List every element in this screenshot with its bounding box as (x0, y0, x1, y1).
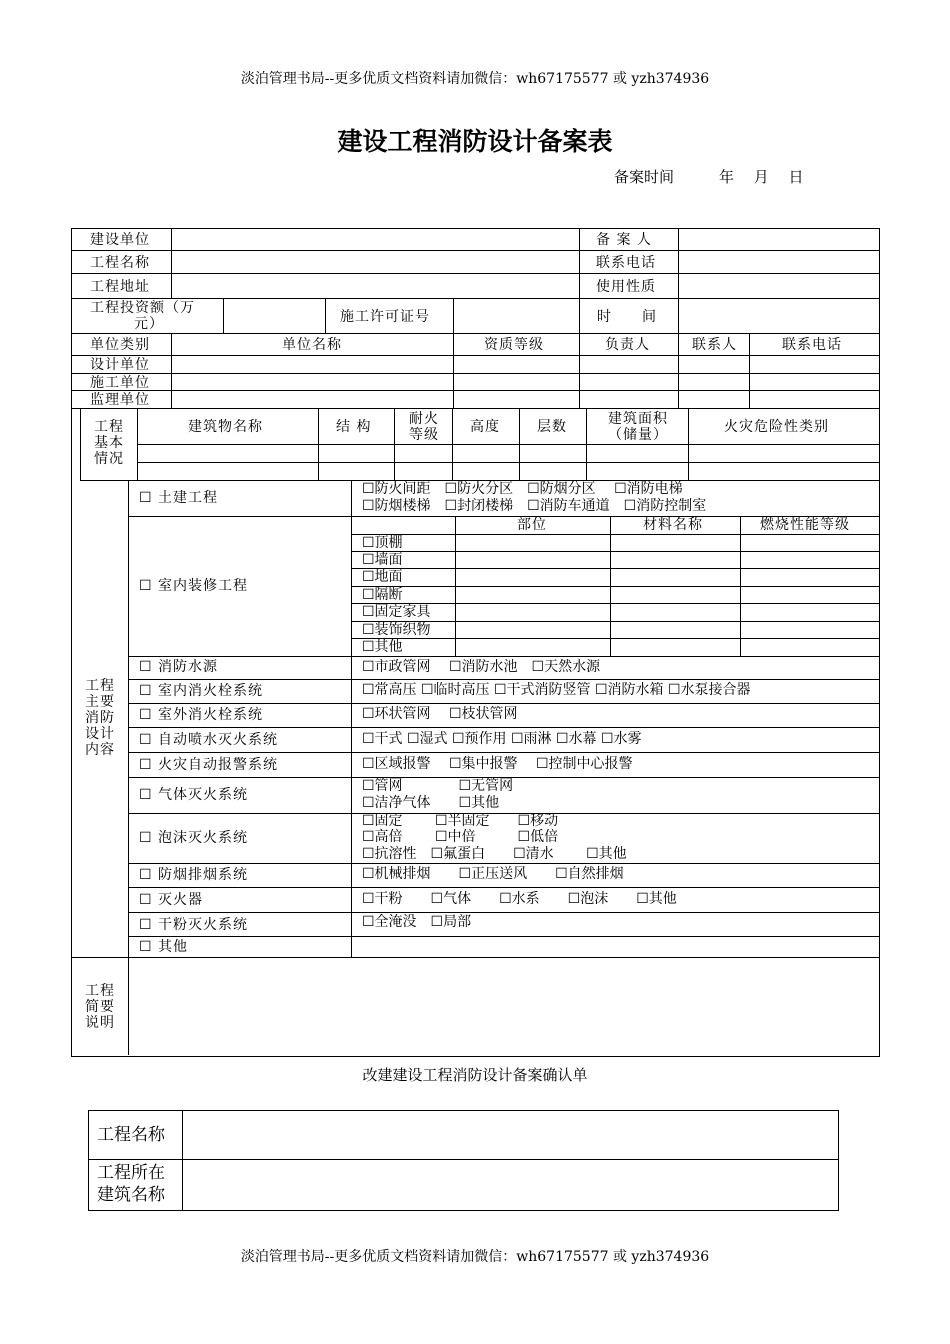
interior-part-ceiling[interactable]: ☐顶棚 (362, 535, 403, 551)
system-extinguisher[interactable]: ☐ 灭火器 (139, 892, 204, 908)
label-lianxi-dianhua: 联系电话 (596, 255, 656, 271)
unit-row-construction: 施工单位 (90, 375, 150, 391)
system-extinguisher-options[interactable]: ☐干粉 ☐气体 ☐水系 ☐泡沫 ☐其他 (362, 891, 677, 907)
system-sprinkler[interactable]: ☐ 自动喷水灭火系统 (139, 732, 279, 748)
unit-header-qualification: 资质等级 (484, 337, 544, 353)
system-water-source[interactable]: ☐ 消防水源 (139, 659, 219, 675)
basic-header-structure: 结 构 (336, 419, 372, 435)
unit-header-contact: 联系人 (692, 337, 737, 353)
unit-header-category: 单位类别 (90, 337, 150, 353)
label-shiyong-xingzhi: 使用性质 (596, 279, 656, 295)
confirm-building-name-field[interactable] (184, 1161, 834, 1208)
footer-note: 淡泊管理书局--更多优质文档资料请加微信：wh67175577 或 yzh374936 (240, 1249, 710, 1265)
system-gas[interactable]: ☐ 气体灭火系统 (139, 787, 249, 803)
system-smoke[interactable]: ☐ 防烟排烟系统 (139, 867, 249, 883)
system-sprinkler-options[interactable]: ☐干式 ☐湿式 ☐预作用 ☐雨淋 ☐水幕 ☐水雾 (362, 731, 642, 747)
confirm-title: 改建建设工程消防设计备案确认单 (362, 1066, 588, 1084)
system-other[interactable]: ☐ 其他 (139, 939, 189, 955)
basic-header-fire-rating: 耐火 等级 (409, 411, 439, 443)
confirm-building-name-label: 工程所在 建筑名称 (97, 1163, 165, 1205)
civil-options-1[interactable]: ☐防火间距 ☐防火分区 ☐防烟分区 ☐消防电梯 (362, 481, 683, 497)
system-foam-options-3[interactable]: ☐抗溶性 ☐氟蛋白 ☐清水 ☐其他 (362, 846, 627, 862)
system-indoor-hydrant[interactable]: ☐ 室内消火栓系统 (139, 683, 264, 699)
civil-checkbox[interactable]: ☐ 土建工程 (139, 490, 219, 506)
label-beian-ren: 备 案 人 (596, 232, 652, 248)
interior-checkbox[interactable]: ☐ 室内装修工程 (139, 578, 249, 594)
confirm-project-name-field[interactable] (184, 1112, 834, 1158)
basic-header-area: 建筑面积 （储量） (608, 411, 668, 443)
main-content-label: 工程 主要 消防 设计 内容 (85, 678, 115, 758)
label-gongcheng-mingcheng: 工程名称 (90, 255, 150, 271)
date-line: 备案时间 年 月 日 (614, 168, 804, 186)
interior-part-wall[interactable]: ☐墙面 (362, 552, 403, 568)
basic-info-label: 工程 基本 情况 (94, 419, 124, 467)
system-indoor-hydrant-options[interactable]: ☐常高压 ☐临时高压 ☐干式消防竖管 ☐消防水箱 ☐水泵接合器 (362, 682, 751, 698)
label-jianshe-danwei: 建设单位 (90, 232, 150, 248)
interior-header-grade: 燃烧性能等级 (760, 517, 850, 533)
basic-header-height: 高度 (470, 419, 500, 435)
interior-part-partition[interactable]: ☐隔断 (362, 587, 403, 603)
label-gongcheng-dizhi: 工程地址 (90, 279, 150, 295)
system-outdoor-hydrant-options[interactable]: ☐环状管网 ☐枝状管网 (362, 706, 518, 722)
system-foam[interactable]: ☐ 泡沫灭火系统 (139, 830, 249, 846)
basic-header-hazard: 火灾危险性类别 (724, 419, 829, 435)
system-outdoor-hydrant[interactable]: ☐ 室外消火栓系统 (139, 707, 264, 723)
unit-row-design: 设计单位 (90, 357, 150, 373)
label-touzi-e-unit: 元） (134, 316, 164, 332)
system-gas-options-1[interactable]: ☐管网 ☐无管网 (362, 778, 514, 794)
basic-header-floors: 层数 (537, 419, 567, 435)
system-fire-alarm[interactable]: ☐ 火灾自动报警系统 (139, 757, 279, 773)
civil-options-2[interactable]: ☐防烟楼梯 ☐封闭楼梯 ☐消防车通道 ☐消防控制室 (362, 498, 707, 514)
system-dry-powder-options[interactable]: ☐全淹没 ☐局部 (362, 914, 472, 930)
interior-part-floor[interactable]: ☐地面 (362, 569, 403, 585)
system-smoke-options[interactable]: ☐机械排烟 ☐正压送风 ☐自然排烟 (362, 866, 624, 882)
system-fire-alarm-options[interactable]: ☐区域报警 ☐集中报警 ☐控制中心报警 (362, 756, 633, 772)
system-foam-options-2[interactable]: ☐高倍 ☐中倍 ☐低倍 (362, 829, 559, 845)
summary-label: 工程 简要 说明 (85, 983, 115, 1031)
system-dry-powder[interactable]: ☐ 干粉灭火系统 (139, 917, 249, 933)
unit-header-phone: 联系电话 (782, 337, 842, 353)
header-note: 淡泊管理书局--更多优质文档资料请加微信：wh67175577 或 yzh374936 (240, 71, 710, 87)
interior-header-part: 部位 (517, 517, 547, 533)
unit-row-supervision: 监理单位 (90, 392, 150, 408)
system-foam-options-1[interactable]: ☐固定 ☐半固定 ☐移动 (362, 813, 559, 829)
unit-header-name: 单位名称 (282, 337, 342, 353)
system-water-source-options[interactable]: ☐市政管网 ☐消防水池 ☐天然水源 (362, 659, 601, 675)
page-title: 建设工程消防设计备案表 (337, 127, 613, 156)
interior-header-material: 材料名称 (643, 517, 703, 533)
confirm-project-name-label: 工程名称 (97, 1125, 165, 1145)
unit-header-responsible: 负责人 (605, 337, 650, 353)
basic-header-name: 建筑物名称 (188, 419, 263, 435)
label-shigong-xuke: 施工许可证号 (340, 309, 430, 325)
interior-part-other[interactable]: ☐其他 (362, 639, 403, 655)
label-shijian: 时 间 (597, 309, 657, 325)
interior-part-furniture[interactable]: ☐固定家具 (362, 604, 431, 620)
system-gas-options-2[interactable]: ☐洁净气体 ☐其他 (362, 795, 500, 811)
label-touzi-e: 工程投资额（万 (90, 300, 195, 316)
interior-part-fabric[interactable]: ☐装饰织物 (362, 622, 431, 638)
summary-field[interactable] (130, 960, 876, 1053)
